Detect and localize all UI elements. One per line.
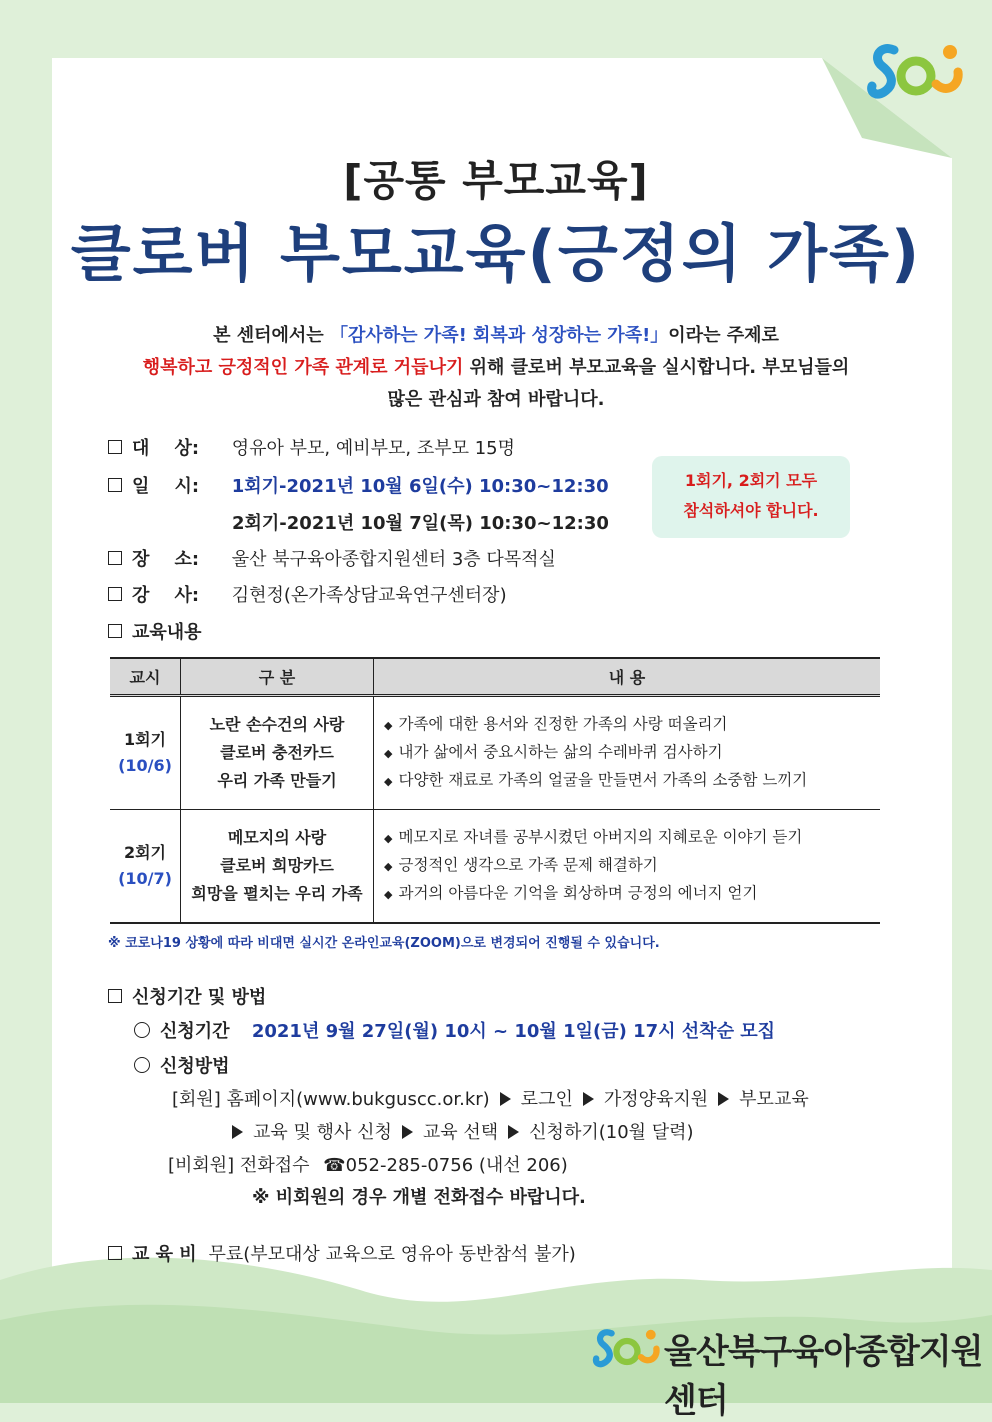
date-session-1: 1회기-2021년 10월 6일(수) 10:30~12:30 (231, 476, 609, 497)
diamond-bullet-icon: ◆ (384, 888, 393, 901)
checkbox-square-icon (108, 587, 122, 601)
checkbox-square-icon (108, 440, 122, 454)
session-name: 1회기 (123, 730, 167, 749)
apply-label: 신청기간 및 방법 (132, 987, 267, 1008)
session-name: 2회기 (123, 843, 167, 862)
arrow-right-icon (583, 1092, 594, 1106)
date-session-2: 2회기-2021년 10월 7일(목) 10:30~12:30 (232, 513, 609, 534)
diamond-bullet-icon: ◆ (384, 775, 393, 788)
content-item (384, 880, 879, 908)
info-content-heading (108, 618, 202, 644)
period-value: 2021년 9월 27일(월) 10시 ~ 10월 1일(금) 17시 선착순 모집 (251, 1021, 776, 1042)
member-step: 교육 및 행사 신청 (253, 1122, 392, 1143)
member-step: 교육 선택 (422, 1122, 499, 1143)
fee-label: 교 육 비 (132, 1244, 197, 1265)
circle-bullet-icon (134, 1022, 150, 1038)
member-step: 로그인 (520, 1089, 573, 1110)
arrow-right-icon (402, 1125, 413, 1139)
member-prefix: [회원] 홈페이지(www.bukguscc.or.kr) (172, 1089, 490, 1110)
circle-bullet-icon (134, 1057, 150, 1073)
checkbox-square-icon (108, 624, 122, 638)
checkbox-square-icon (108, 1246, 122, 1260)
nonmember-method (168, 1151, 568, 1177)
center-logo-icon (866, 36, 966, 106)
content-item (384, 711, 879, 739)
content-cell (374, 696, 881, 810)
topic-cell (181, 696, 374, 810)
place-value: 울산 북구육아종합지원센터 3층 다목적실 (231, 549, 556, 570)
intro-prefix: 본 센터에서는 (213, 325, 324, 346)
place-label: 장 소: (132, 549, 200, 570)
content-text: 긍정적인 생각으로 가족 문제 해결하기 (398, 856, 658, 874)
member-step: 신청하기(10월 달력) (529, 1122, 694, 1143)
content-item (384, 739, 879, 767)
content-item (384, 824, 879, 852)
checkbox-square-icon (108, 989, 122, 1003)
content-text: 내가 삶에서 중요시하는 삶의 수레바퀴 검사하기 (398, 743, 723, 761)
member-step: 가정양육지원 (603, 1089, 709, 1110)
intro-text (60, 320, 932, 416)
covid-notice: ※ 코로나19 상황에 따라 비대면 실시간 온라인교육(ZOOM)으로 변경되어 진행될 수 있습니다. (108, 936, 660, 951)
attendance-note-line-1: 1회기, 2회기 모두 (684, 471, 818, 490)
intro-line2-rest: 위해 클로버 부모교육을 실시합니다. 부모님들의 (463, 357, 850, 378)
nonmember-label: [비회원] 전화접수 (168, 1155, 310, 1176)
lecturer-value: 김현정(온가족상담교육연구센터장) (231, 585, 507, 606)
fee-value: 무료(부모대상 교육으로 영유아 동반참석 불가) (208, 1244, 576, 1265)
diamond-bullet-icon: ◆ (384, 747, 393, 760)
session-cell (110, 696, 181, 810)
target-value: 영유아 부모, 예비부모, 조부모 15명 (231, 438, 516, 459)
curriculum-table (110, 657, 880, 924)
topic-cell (181, 810, 374, 924)
diamond-bullet-icon: ◆ (384, 719, 393, 732)
topic-item: 우리 가족 만들기 (217, 771, 337, 790)
table-row (110, 696, 880, 810)
date-label: 일 시: (132, 476, 200, 497)
intro-line-2 (60, 352, 932, 384)
member-step: 부모교육 (739, 1089, 809, 1110)
topic-item: 클로버 충전카드 (220, 743, 334, 762)
nonmember-note: ※ 비회원의 경우 개별 전화접수 바랍니다. (252, 1187, 586, 1208)
intro-theme: 「감사하는 가족! 회복과 성장하는 가족!」 (329, 325, 669, 346)
table-header-row (110, 658, 880, 696)
header-session: 교시 (110, 658, 181, 696)
content-text: 메모지로 자녀를 공부시켰던 아버지의 지혜로운 이야기 듣기 (398, 828, 803, 846)
session-cell (110, 810, 181, 924)
info-place (108, 545, 556, 571)
page-title: 클로버 부모교육(긍정의 가족) (70, 217, 922, 290)
period-label: 신청기간 (160, 1021, 230, 1042)
diamond-bullet-icon: ◆ (384, 860, 393, 873)
content-label: 교육내용 (132, 622, 202, 643)
topic-item: 노란 손수건의 사랑 (209, 715, 345, 734)
info-lecturer (108, 581, 507, 607)
target-label: 대 상: (132, 438, 200, 459)
table-row (110, 810, 880, 924)
header-content: 내 용 (374, 658, 881, 696)
intro-highlight: 행복하고 긍정적인 가족 관계로 거듭나기 (142, 357, 464, 378)
header-category: 구 분 (181, 658, 374, 696)
phone-icon: ☎ (323, 1155, 346, 1176)
topic-item: 희망을 펼치는 우리 가족 (191, 884, 363, 903)
content-text: 가족에 대한 용서와 진정한 가족의 사랑 떠올리기 (398, 715, 728, 733)
session-date: (10/6) (118, 756, 172, 775)
phone-number: 052-285-0756 (내선 206) (345, 1155, 568, 1176)
lecturer-label: 강 사: (132, 585, 200, 606)
arrow-right-icon (508, 1125, 519, 1139)
content-cell (374, 810, 881, 924)
topic-item: 메모지의 사랑 (227, 828, 327, 847)
attendance-note-box (652, 456, 850, 538)
fee-row (108, 1240, 576, 1266)
page-subtitle: [공통 부모교육] (343, 156, 649, 205)
content-text: 다양한 재료로 가족의 얼굴을 만들면서 가족의 소중함 느끼기 (398, 771, 808, 789)
content-text: 과거의 아름다운 기억을 회상하며 긍정의 에너지 얻기 (398, 884, 758, 902)
intro-line-3: 많은 관심과 참여 바랍니다. (387, 389, 605, 410)
apply-period (134, 1017, 775, 1043)
arrow-right-icon (232, 1125, 243, 1139)
info-date (108, 472, 609, 498)
arrow-right-icon (718, 1092, 729, 1106)
session-date: (10/7) (118, 869, 172, 888)
apply-method (134, 1052, 230, 1078)
content-item (384, 767, 879, 795)
member-method (172, 1085, 809, 1111)
info-target (108, 434, 515, 460)
content-item (384, 852, 879, 880)
apply-heading (108, 983, 266, 1009)
checkbox-square-icon (108, 478, 122, 492)
arrow-right-icon (500, 1092, 511, 1106)
intro-line-1 (60, 320, 932, 352)
checkbox-square-icon (108, 551, 122, 565)
attendance-note-line-2: 참석하셔야 합니다. (683, 501, 819, 520)
member-method-cont (222, 1118, 694, 1144)
diamond-bullet-icon: ◆ (384, 832, 393, 845)
intro-suffix: 이라는 주제로 (668, 325, 779, 346)
center-name: 울산북구육아종합지원센터 (664, 1332, 983, 1421)
topic-item: 클로버 희망카드 (220, 856, 334, 875)
center-logo-icon (592, 1322, 662, 1374)
method-label: 신청방법 (160, 1056, 230, 1077)
